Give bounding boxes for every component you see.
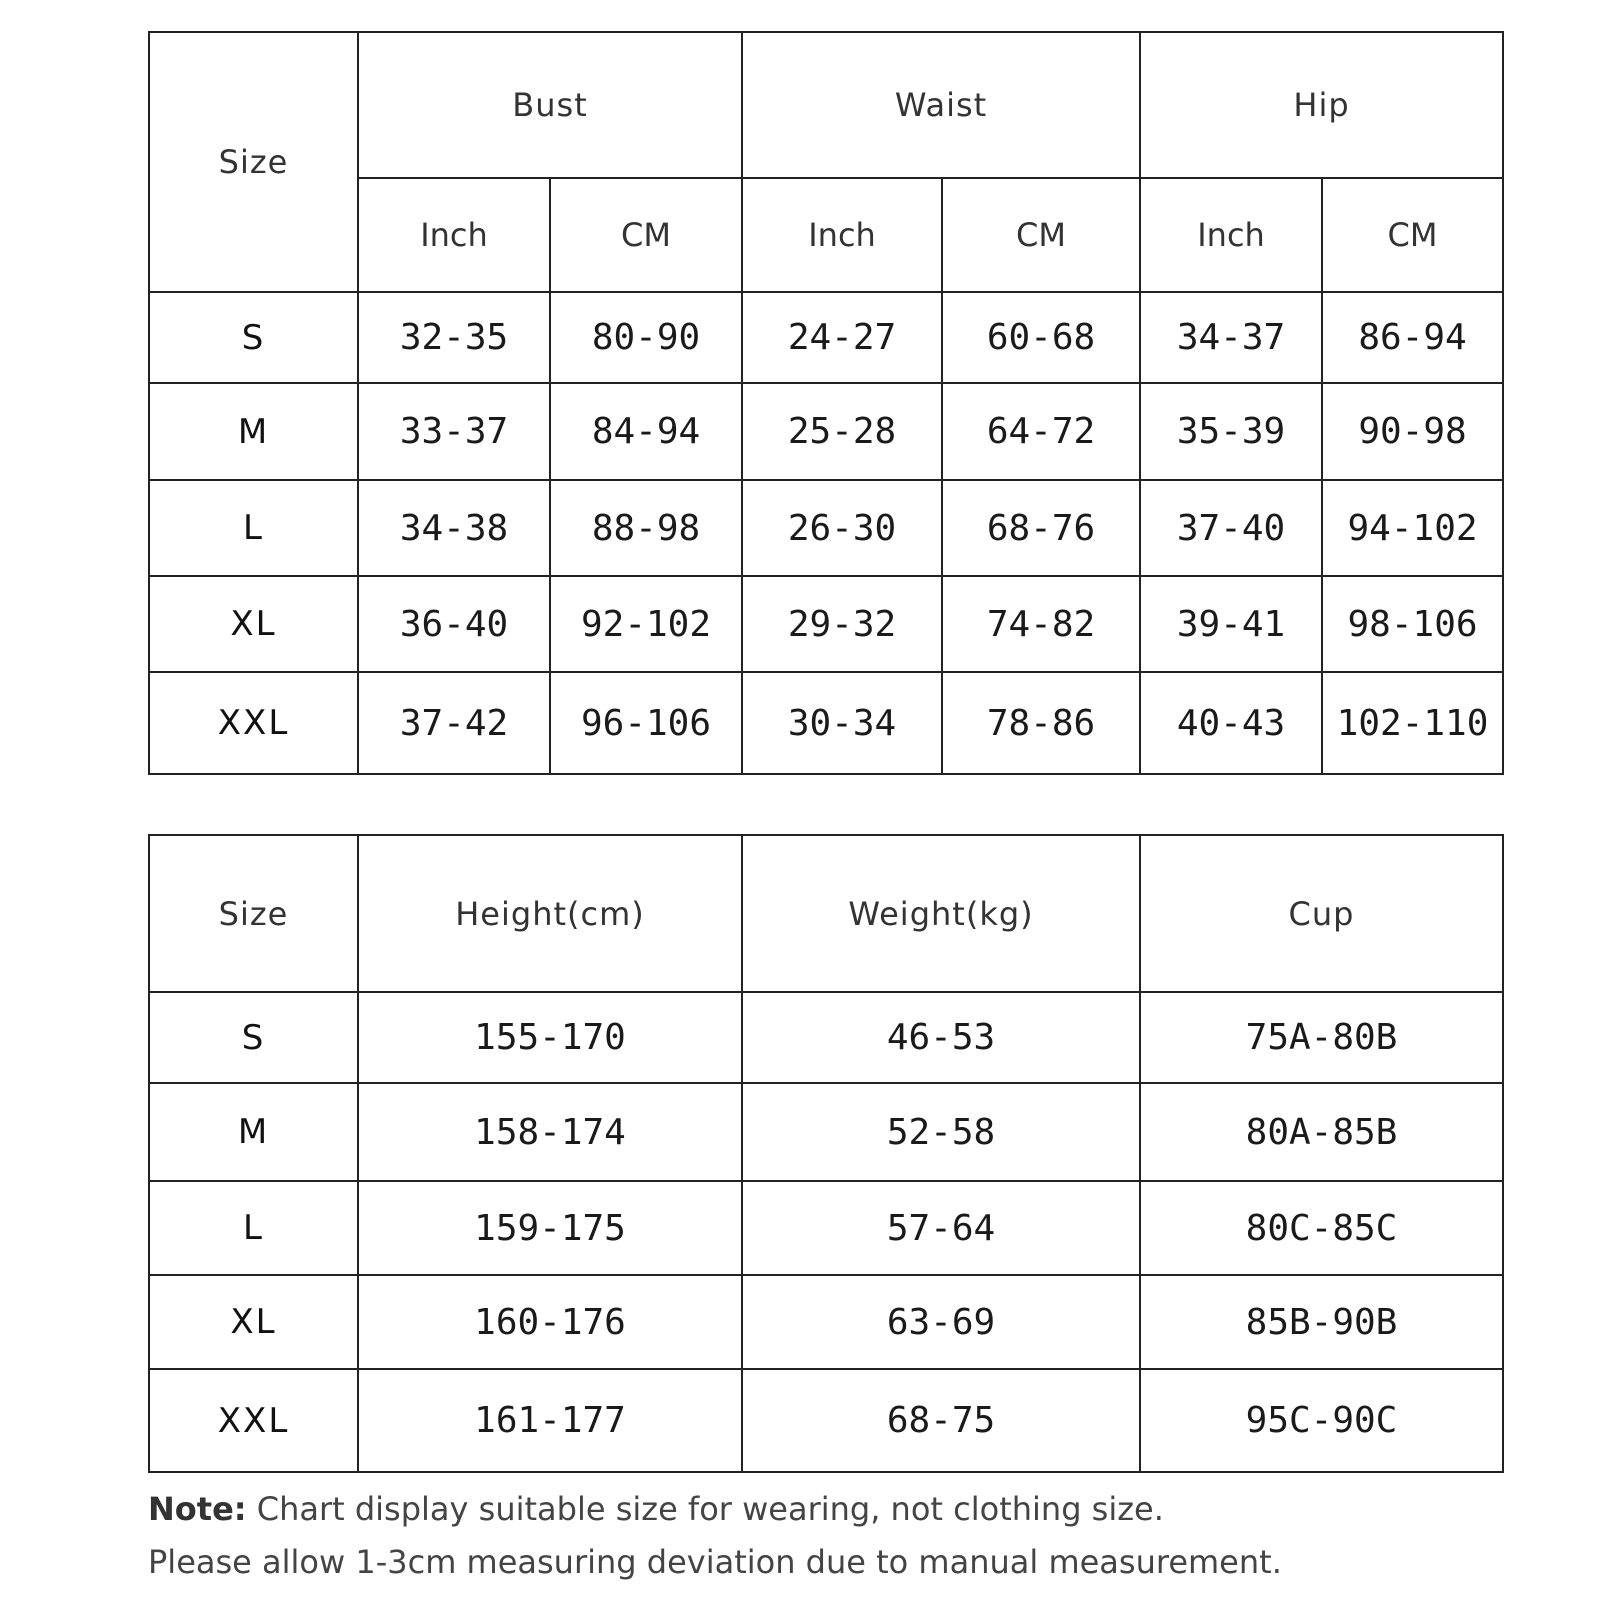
size-cell: L bbox=[149, 480, 358, 576]
value-cell: 35-39 bbox=[1140, 383, 1322, 480]
size-header: Size bbox=[149, 835, 358, 992]
table-row bbox=[149, 480, 1503, 576]
value-cell: 98-106 bbox=[1322, 576, 1503, 672]
value-cell: 60-68 bbox=[942, 292, 1140, 383]
unit-header: Inch bbox=[1140, 178, 1322, 292]
value-cell: 37-40 bbox=[1140, 480, 1322, 576]
value-cell: 74-82 bbox=[942, 576, 1140, 672]
value-cell: 159-175 bbox=[358, 1181, 742, 1275]
unit-header: Inch bbox=[742, 178, 942, 292]
value-cell: 94-102 bbox=[1322, 480, 1503, 576]
unit-header: CM bbox=[942, 178, 1140, 292]
value-cell: 24-27 bbox=[742, 292, 942, 383]
value-cell: 155-170 bbox=[358, 992, 742, 1083]
value-cell: 68-75 bbox=[742, 1369, 1140, 1472]
note-line-1 bbox=[148, 1490, 1164, 1528]
value-cell: 26-30 bbox=[742, 480, 942, 576]
size-cell: S bbox=[149, 992, 358, 1083]
value-cell: 84-94 bbox=[550, 383, 742, 480]
value-cell: 64-72 bbox=[942, 383, 1140, 480]
size-cell: XXL bbox=[149, 672, 358, 774]
value-cell: 32-35 bbox=[358, 292, 550, 383]
value-cell: 57-64 bbox=[742, 1181, 1140, 1275]
waist-header: Waist bbox=[742, 32, 1140, 178]
cup-header: Cup bbox=[1140, 835, 1503, 992]
size-cell: M bbox=[149, 383, 358, 480]
table-row bbox=[149, 1083, 1503, 1181]
table-row bbox=[149, 576, 1503, 672]
unit-header: Inch bbox=[358, 178, 550, 292]
value-cell: 40-43 bbox=[1140, 672, 1322, 774]
table-row bbox=[149, 1275, 1503, 1369]
value-cell: 90-98 bbox=[1322, 383, 1503, 480]
weight-header: Weight(kg) bbox=[742, 835, 1140, 992]
bust-header: Bust bbox=[358, 32, 742, 178]
value-cell: 34-37 bbox=[1140, 292, 1322, 383]
value-cell: 39-41 bbox=[1140, 576, 1322, 672]
value-cell: 29-32 bbox=[742, 576, 942, 672]
value-cell: 75A-80B bbox=[1140, 992, 1503, 1083]
value-cell: 37-42 bbox=[358, 672, 550, 774]
note-label: Note: bbox=[148, 1490, 247, 1528]
body-measurement-table bbox=[148, 31, 1504, 775]
value-cell: 25-28 bbox=[742, 383, 942, 480]
value-cell: 161-177 bbox=[358, 1369, 742, 1472]
value-cell: 160-176 bbox=[358, 1275, 742, 1369]
unit-header: CM bbox=[1322, 178, 1503, 292]
size-cell: M bbox=[149, 1083, 358, 1181]
value-cell: 96-106 bbox=[550, 672, 742, 774]
table-row bbox=[149, 992, 1503, 1083]
value-cell: 63-69 bbox=[742, 1275, 1140, 1369]
note-line-2: Please allow 1-3cm measuring deviation due to manual measurement. bbox=[148, 1543, 1282, 1581]
table-row bbox=[149, 383, 1503, 480]
value-cell: 68-76 bbox=[942, 480, 1140, 576]
value-cell: 30-34 bbox=[742, 672, 942, 774]
size-cell: XL bbox=[149, 1275, 358, 1369]
value-cell: 158-174 bbox=[358, 1083, 742, 1181]
size-cell: S bbox=[149, 292, 358, 383]
table-row bbox=[149, 672, 1503, 774]
unit-header: CM bbox=[550, 178, 742, 292]
hip-header: Hip bbox=[1140, 32, 1503, 178]
value-cell: 80-90 bbox=[550, 292, 742, 383]
value-cell: 95C-90C bbox=[1140, 1369, 1503, 1472]
table-row bbox=[149, 1181, 1503, 1275]
value-cell: 85B-90B bbox=[1140, 1275, 1503, 1369]
value-cell: 36-40 bbox=[358, 576, 550, 672]
size-cell: XXL bbox=[149, 1369, 358, 1472]
size-cell: XL bbox=[149, 576, 358, 672]
value-cell: 88-98 bbox=[550, 480, 742, 576]
fit-guide-table bbox=[148, 834, 1504, 1473]
size-cell: L bbox=[149, 1181, 358, 1275]
value-cell: 52-58 bbox=[742, 1083, 1140, 1181]
value-cell: 78-86 bbox=[942, 672, 1140, 774]
table-row bbox=[149, 292, 1503, 383]
size-header: Size bbox=[149, 32, 358, 292]
value-cell: 92-102 bbox=[550, 576, 742, 672]
note-text: Chart display suitable size for wearing, not clothing size. bbox=[256, 1490, 1164, 1528]
value-cell: 86-94 bbox=[1322, 292, 1503, 383]
value-cell: 34-38 bbox=[358, 480, 550, 576]
table-row bbox=[149, 1369, 1503, 1472]
value-cell: 46-53 bbox=[742, 992, 1140, 1083]
value-cell: 80A-85B bbox=[1140, 1083, 1503, 1181]
value-cell: 80C-85C bbox=[1140, 1181, 1503, 1275]
value-cell: 33-37 bbox=[358, 383, 550, 480]
value-cell: 102-110 bbox=[1322, 672, 1503, 774]
height-header: Height(cm) bbox=[358, 835, 742, 992]
